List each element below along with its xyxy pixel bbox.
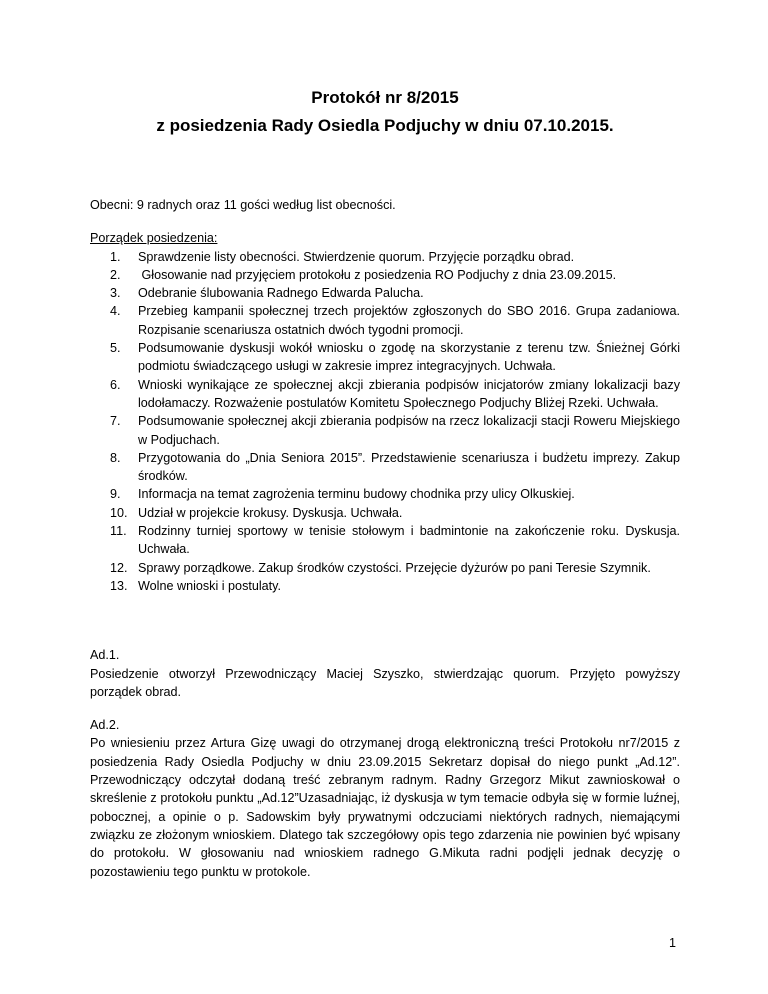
agenda-item-text: Informacja na temat zagrożenia terminu budowy chodnika przy ulicy Olkuskiej. <box>138 487 575 502</box>
agenda-item <box>90 577 680 595</box>
section-heading: Ad.1. <box>90 648 120 663</box>
agenda-item-number: 3. <box>110 286 121 301</box>
section-text: Po wniesieniu przez Artura Gizę uwagi do otrzymanej drogą elektroniczną treści Protokołu nr7/2015 z posiedzenia Rady Osiedla Podjuchy w dniu 23.09.2015 Sekretarz dopisał do niego punkt „Ad.12”. Przewodniczący odczytał dodaną treść zebranym radnym. Radny Grzegorz Mikut zawnioskował o skreślenie z protokołu punktu „Ad.12”Uzasadniając, iż dyskusja w tym temacie odbyła się w formie luźnej, pobocznej, a opinie o p. Sadowskim były prywatnymi odczuciami niektórych radnych, niemającymi związku ze złożonym wnioskiem. Dlatego tak szczegółowy opis tego zdarzenia nie powinien być wpisany do protokołu. W głosowaniu nad wnioskiem radnego G.Mikuta radni podjęli jednak decyzję o pozostawieniu tego punktu w protokole. <box>90 736 680 879</box>
document-body <box>90 84 680 881</box>
agenda-item <box>90 559 680 577</box>
agenda-list <box>90 248 680 596</box>
agenda-item <box>90 412 680 449</box>
agenda-item-text: Udział w projekcie krokusy. Dyskusja. Uchwała. <box>138 505 403 520</box>
agenda-item-number: 13. <box>110 578 128 593</box>
agenda-item <box>90 376 680 413</box>
agenda-item-number: 1. <box>110 249 121 264</box>
agenda-item-number: 12. <box>110 560 128 575</box>
agenda-item <box>90 522 680 559</box>
document-title-line-2: z posiedzenia Rady Osiedla Podjuchy w dniu 07.10.2015. <box>156 116 614 135</box>
agenda-item-text: Głosowanie nad przyjęciem protokołu z posiedzenia RO Podjuchy z dnia 23.09.2015. <box>138 267 617 282</box>
agenda-item <box>90 284 680 302</box>
agenda-item-number: 10. <box>110 505 128 520</box>
agenda-item <box>90 266 680 284</box>
agenda-item-number: 6. <box>110 377 121 392</box>
agenda-item-text: Sprawdzenie listy obecności. Stwierdzenie quorum. Przyjęcie porządku obrad. <box>138 249 575 264</box>
agenda-item-number: 7. <box>110 414 121 429</box>
agenda-item <box>90 449 680 486</box>
agenda-item <box>90 302 680 339</box>
agenda-item-text: Sprawy porządkowe. Zakup środków czystości. Przejęcie dyżurów po pani Teresie Szymnik. <box>138 560 651 575</box>
attendance-note: Obecni: 9 radnych oraz 11 gości według list obecności. <box>90 198 396 212</box>
agenda-item <box>90 485 680 503</box>
page-number: 1 <box>668 936 676 950</box>
agenda-item-text: Rodzinny turniej sportowy w tenisie stołowym i badmintonie na zakończenie roku. Dyskusja. Uchwała. <box>138 524 680 557</box>
agenda-item-number: 11. <box>110 524 127 539</box>
agenda-item <box>90 339 680 376</box>
agenda-item-text: Przygotowania do „Dnia Seniora 2015”. Przedstawienie scenariusza i budżetu imprezy. Zakup środków. <box>138 450 680 484</box>
agenda-item-text: Podsumowanie społecznej akcji zbierania podpisów na rzecz lokalizacji stacji Roweru Miejskiego w Podjuchach. <box>138 414 680 447</box>
agenda-item-number: 8. <box>110 450 121 465</box>
agenda-heading: Porządek posiedzenia: <box>90 231 218 246</box>
section-text: Posiedzenie otworzył Przewodniczący Maciej Szyszko, stwierdzając quorum. Przyjęto powyższy porządek obrad. <box>90 666 680 699</box>
agenda-item-number: 2. <box>110 267 121 282</box>
section-ad-1 <box>90 646 680 701</box>
agenda-item-number: 5. <box>110 341 121 356</box>
section-heading: Ad.2. <box>90 718 120 733</box>
agenda-item-number: 9. <box>110 487 121 502</box>
agenda-item-number: 4. <box>110 304 121 319</box>
agenda-item-text: Podsumowanie dyskusji wokół wniosku o zgodę na skorzystanie z terenu tzw. Śnieżnej Górki podmiotu świadczącego usługi w zakresie imprez integracyjnych. Uchwała. <box>138 341 680 374</box>
agenda-item-text: Wnioski wynikające ze społecznej akcji zbierania podpisów inicjatorów zmiany lokalizacji bazy lodołamaczy. Rozważenie postulatów Komitetu Społecznego Podjuchy Bliżej Rzeki. Uchwała. <box>138 377 680 410</box>
agenda-item-text: Wolne wnioski i postulaty. <box>138 578 282 593</box>
section-ad-2 <box>90 716 680 881</box>
agenda-item-text: Odebranie ślubowania Radnego Edwarda Palucha. <box>138 286 424 301</box>
agenda-item <box>90 504 680 522</box>
agenda-item-text: Przebieg kampanii społecznej trzech projektów zgłoszonych do SBO 2016. Grupa zadaniowa. Rozpisanie scenariusza ostatnich dwóch tygodni promocji. <box>138 304 680 337</box>
document-title-line-1: Protokół nr 8/2015 <box>311 88 459 107</box>
agenda-item <box>90 248 680 266</box>
